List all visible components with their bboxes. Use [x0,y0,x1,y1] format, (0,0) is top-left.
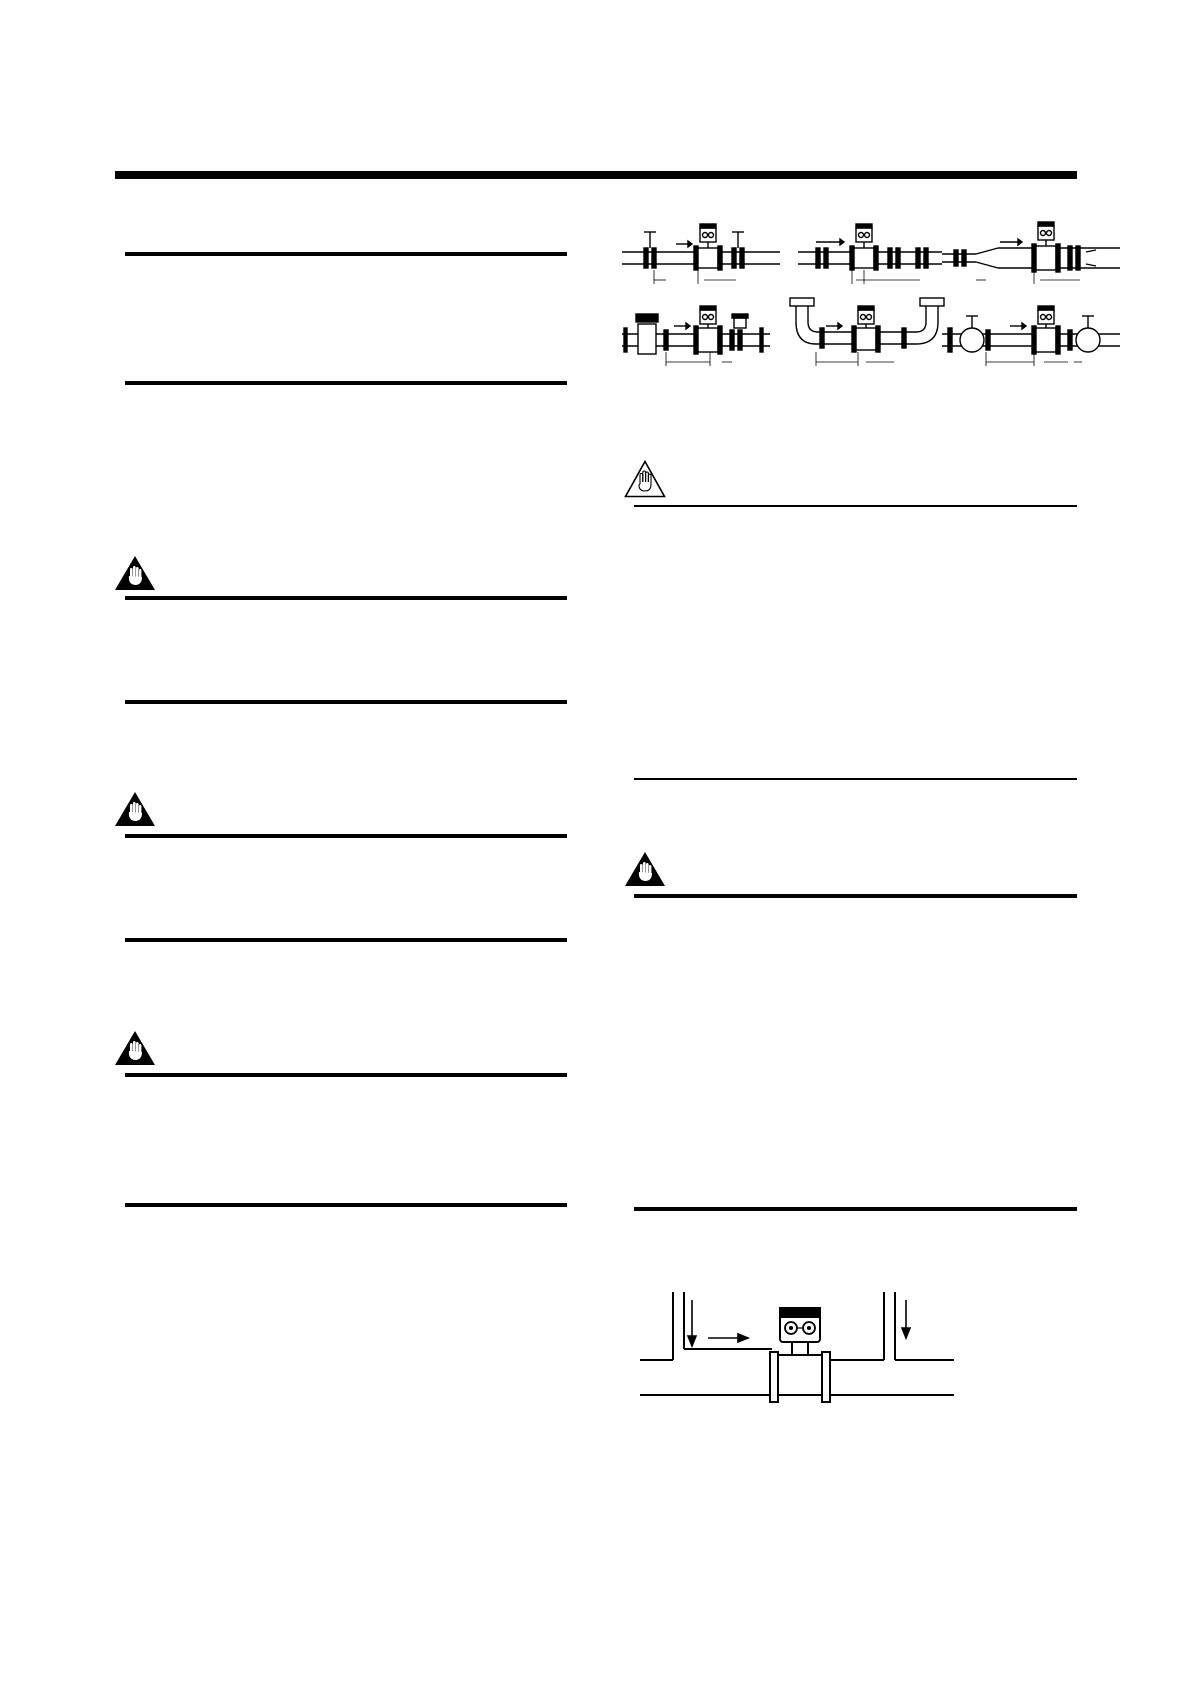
section-rule-3 [125,700,567,704]
caution-hand-icon [114,555,156,591]
diagram-reducer [942,222,1120,284]
important-block [624,460,666,498]
caution-hand-icon [114,1030,156,1066]
important-hand-icon [624,460,666,498]
diagram-elbows [790,298,944,366]
caution-rule-3 [125,1073,567,1077]
diagram-gate-valve [622,306,770,366]
diagram-valve-both-sides [622,224,780,284]
caution-block-1 [114,555,156,591]
diagram-flanged-straight [798,224,942,284]
caution-rule-4 [634,894,1077,898]
section-rule-6 [634,1207,1077,1211]
caution-rule-2 [125,834,567,838]
caution-hand-icon [114,791,156,827]
caution-block-4 [624,851,666,887]
section-rule-4 [125,938,567,942]
section-rule-1 [125,252,567,256]
caution-block-3 [114,1030,156,1066]
section-rule-2 [125,381,567,385]
caution-rule-1 [125,596,567,600]
caution-block-2 [114,791,156,827]
important-rule-top [634,505,1077,507]
diagram-pumps [942,306,1120,366]
section-rule-5 [125,1203,567,1207]
page-header-rule [115,171,1077,179]
bottom-piping-diagram [640,1290,960,1410]
important-rule-bottom [634,778,1077,780]
straight-run-diagrams [620,218,1120,378]
caution-hand-icon [624,851,666,887]
